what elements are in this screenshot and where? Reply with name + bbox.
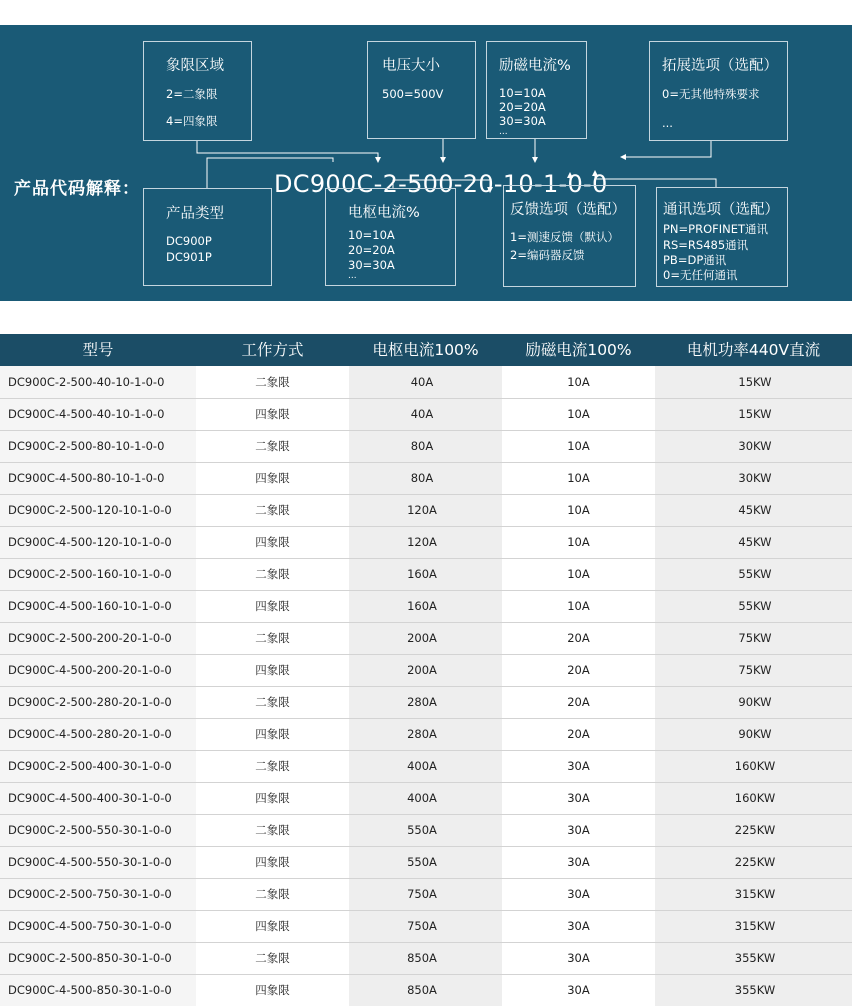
table-header [0,334,852,366]
box-armature-current-line: ... [348,271,357,281]
box-voltage-line: 500=500V [382,87,444,101]
cell-model: DC900C-2-500-550-30-1-0-0 [8,823,172,837]
cell-field-current: 30A [567,855,590,869]
cell-mode: 二象限 [255,631,290,645]
cell-mode: 四象限 [255,407,290,421]
box-armature-current-line: 10=10A [348,228,395,242]
cell-mode: 四象限 [255,599,290,613]
cell-motor-power: 15KW [738,375,772,389]
cell-field-current: 10A [567,439,590,453]
cell-model: DC900C-4-500-160-10-1-0-0 [8,599,172,613]
cell-model: DC900C-2-500-400-30-1-0-0 [8,759,172,773]
cell-mode: 四象限 [255,471,290,485]
cell-mode: 四象限 [255,855,290,869]
header-field-current: 励磁电流100% [525,341,632,359]
cell-armature-current: 400A [407,759,437,773]
cell-model: DC900C-4-500-400-30-1-0-0 [8,791,172,805]
cell-model: DC900C-4-500-750-30-1-0-0 [8,919,172,933]
cell-model: DC900C-4-500-200-20-1-0-0 [8,663,172,677]
cell-armature-current: 120A [407,503,437,517]
box-armature-current [325,188,456,286]
cell-motor-power: 315KW [734,887,776,901]
cell-mode: 四象限 [255,791,290,805]
cell-motor-power: 355KW [734,951,776,965]
cell-mode: 二象限 [255,503,290,517]
cell-field-current: 10A [567,503,590,517]
box-product-type [143,188,272,286]
box-product-type-line: DC900P [166,234,212,248]
cell-armature-current: 80A [410,439,434,453]
box-feedback-title: 反馈选项（选配） [510,202,626,218]
cell-armature-current: 550A [407,855,437,869]
cell-motor-power: 160KW [734,791,776,805]
cell-model: DC900C-2-500-160-10-1-0-0 [8,567,172,581]
cell-mode: 二象限 [255,759,290,773]
box-feedback-line: 2=编码器反馈 [510,248,585,262]
header-motor-power: 电机功率440V直流 [686,341,821,359]
box-voltage [367,41,476,139]
cell-armature-current: 200A [407,663,437,677]
cell-model: DC900C-2-500-850-30-1-0-0 [8,951,172,965]
cell-motor-power: 55KW [738,599,772,613]
cell-mode: 二象限 [255,375,290,389]
cell-motor-power: 160KW [734,759,776,773]
cell-field-current: 10A [567,599,590,613]
box-comm-line: RS=RS485通讯 [663,238,749,252]
cell-motor-power: 75KW [738,663,772,677]
box-quadrant [143,41,252,141]
cell-model: DC900C-4-500-80-10-1-0-0 [8,471,165,485]
box-comm-line: PB=DP通讯 [663,253,727,267]
cell-mode: 二象限 [255,887,290,901]
header-mode: 工作方式 [241,341,304,359]
cell-field-current: 30A [567,983,590,997]
cell-motor-power: 225KW [734,823,776,837]
cell-field-current: 30A [567,823,590,837]
cell-mode: 四象限 [255,983,290,997]
cell-motor-power: 30KW [738,439,772,453]
box-product-type-title: 产品类型 [166,206,224,222]
box-field-current-line: 10=10A [499,86,546,100]
cell-motor-power: 75KW [738,631,772,645]
box-comm [656,187,788,287]
box-expansion-title: 拓展选项（选配） [662,58,778,74]
box-quadrant-line: 4=四象限 [166,114,218,128]
cell-motor-power: 355KW [734,983,776,997]
box-armature-current-line: 30=30A [348,258,395,272]
cell-field-current: 30A [567,791,590,805]
box-field-current-title: 励磁电流% [499,58,571,74]
cell-model: DC900C-4-500-850-30-1-0-0 [8,983,172,997]
box-expansion-line: 0=无其他特殊要求 [662,87,760,101]
cell-field-current: 10A [567,407,590,421]
box-field-current-line: 20=20A [499,100,546,114]
cell-model: DC900C-2-500-80-10-1-0-0 [8,439,165,453]
box-field-current-line: 30=30A [499,114,546,128]
cell-armature-current: 750A [407,887,437,901]
cell-field-current: 10A [567,567,590,581]
cell-motor-power: 90KW [738,695,772,709]
cell-mode: 四象限 [255,663,290,677]
cell-field-current: 10A [567,471,590,485]
cell-field-current: 10A [567,375,590,389]
cell-mode: 二象限 [255,951,290,965]
cell-motor-power: 45KW [738,535,772,549]
header-armature-current: 电枢电流100% [372,341,479,359]
spec-table [0,334,852,1006]
box-field-current-line: ... [499,127,508,137]
cell-model: DC900C-2-500-120-10-1-0-0 [8,503,172,517]
cell-armature-current: 160A [407,599,437,613]
connector-quadrant [197,141,378,162]
cell-model: DC900C-2-500-40-10-1-0-0 [8,375,165,389]
box-armature-current-title: 电枢电流% [348,205,420,221]
cell-armature-current: 120A [407,535,437,549]
box-quadrant-title: 象限区域 [166,58,224,74]
box-expansion [649,41,788,141]
cell-armature-current: 280A [407,727,437,741]
product-code-example: DC900C-2-500-20-10-1-0-0 [274,170,608,198]
connector-expansion [621,141,711,157]
box-comm-line: PN=PROFINET通讯 [663,222,769,236]
cell-field-current: 20A [567,695,590,709]
cell-armature-current: 750A [407,919,437,933]
box-comm-line: 0=无任何通讯 [663,268,738,282]
cell-field-current: 30A [567,887,590,901]
cell-motor-power: 90KW [738,727,772,741]
cell-model: DC900C-2-500-750-30-1-0-0 [8,887,172,901]
cell-field-current: 30A [567,951,590,965]
code-explanation-panel [0,25,852,301]
cell-armature-current: 850A [407,983,437,997]
cell-armature-current: 550A [407,823,437,837]
cell-armature-current: 200A [407,631,437,645]
box-product-type-line: DC901P [166,250,212,264]
cell-motor-power: 55KW [738,567,772,581]
cell-armature-current: 160A [407,567,437,581]
cell-motor-power: 30KW [738,471,772,485]
cell-mode: 四象限 [255,727,290,741]
cell-armature-current: 400A [407,791,437,805]
box-field-current [486,41,587,139]
cell-armature-current: 850A [407,951,437,965]
cell-field-current: 10A [567,535,590,549]
cell-mode: 二象限 [255,823,290,837]
cell-field-current: 20A [567,727,590,741]
cell-field-current: 30A [567,759,590,773]
cell-field-current: 20A [567,663,590,677]
box-feedback-line: 1=测速反馈（默认） [510,230,619,244]
cell-armature-current: 40A [410,375,434,389]
box-comm-title: 通讯选项（选配） [663,202,779,218]
cell-mode: 四象限 [255,919,290,933]
cell-model: DC900C-4-500-120-10-1-0-0 [8,535,172,549]
cell-motor-power: 45KW [738,503,772,517]
cell-motor-power: 315KW [734,919,776,933]
cell-model: DC900C-4-500-550-30-1-0-0 [8,855,172,869]
product-code-label: 产品代码解释： [14,179,140,199]
cell-armature-current: 280A [407,695,437,709]
cell-field-current: 30A [567,919,590,933]
cell-model: DC900C-4-500-280-20-1-0-0 [8,727,172,741]
cell-field-current: 20A [567,631,590,645]
box-feedback [503,185,636,287]
cell-model: DC900C-4-500-40-10-1-0-0 [8,407,165,421]
box-quadrant-line: 2=二象限 [166,87,218,101]
box-voltage-title: 电压大小 [382,58,440,74]
cell-model: DC900C-2-500-280-20-1-0-0 [8,695,172,709]
box-expansion-line: ... [662,116,673,130]
cell-mode: 四象限 [255,535,290,549]
box-armature-current-line: 20=20A [348,243,395,257]
cell-mode: 二象限 [255,567,290,581]
cell-motor-power: 225KW [734,855,776,869]
cell-mode: 二象限 [255,439,290,453]
cell-motor-power: 15KW [738,407,772,421]
cell-armature-current: 40A [410,407,434,421]
cell-model: DC900C-2-500-200-20-1-0-0 [8,631,172,645]
header-model: 型号 [82,341,114,359]
cell-mode: 二象限 [255,695,290,709]
cell-armature-current: 80A [410,471,434,485]
